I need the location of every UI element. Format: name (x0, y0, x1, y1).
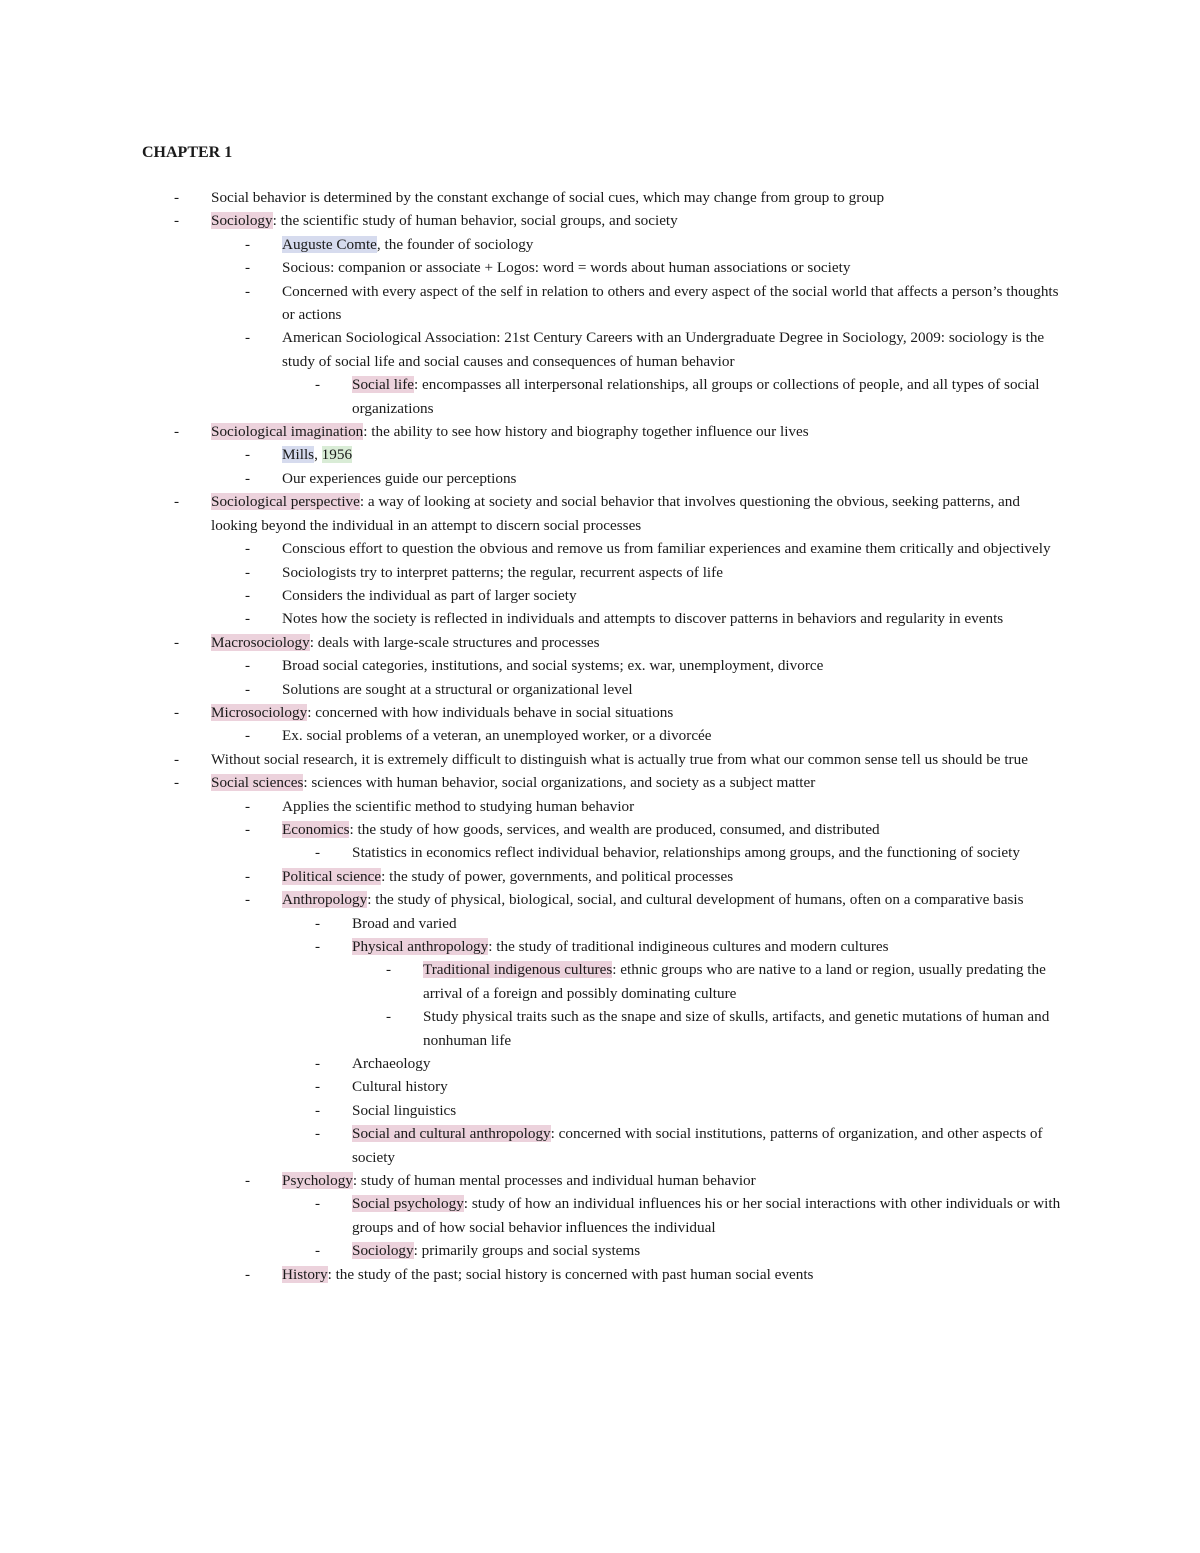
bullet-dash: - (174, 423, 180, 441)
text-segment: , the founder of sociology (376, 235, 534, 253)
list-item (0, 490, 1200, 537)
text-segment: : study of how an individual influences his or her social interactions with other individuals or with groups and of how social behavior influences the individual (352, 1195, 1061, 1236)
list-item (0, 233, 1200, 256)
bullet-dash: - (245, 259, 251, 277)
list-item-text (211, 631, 1061, 654)
list-item (0, 958, 1200, 1005)
text-segment: : the study of power, governments, and political processes (381, 867, 734, 885)
bullet-dash: - (315, 938, 321, 955)
bullet-dash: - (174, 703, 180, 721)
bullet-dash: - (245, 540, 251, 558)
bullet-dash: - (245, 1172, 251, 1190)
list-item (0, 607, 1200, 630)
text-segment: , (314, 446, 322, 464)
bullet-dash: - (245, 235, 251, 253)
text-segment: Notes how the society is reflected in individuals and attempts to discover patterns in behaviors and regularity in events (282, 610, 1004, 628)
list-item-text (282, 678, 1062, 701)
text-segment: Socious: companion or associate + Logos: word = words about human associations or society (282, 259, 851, 277)
bullet-dash: - (174, 774, 180, 792)
list-item (0, 701, 1200, 724)
list-item-text (352, 1239, 1062, 1262)
list-item (0, 748, 1200, 771)
highlighted-term: History (282, 1265, 328, 1283)
bullet-dash: - (245, 610, 251, 628)
list-item-text (282, 561, 1062, 584)
list-item-text (282, 865, 1062, 888)
text-segment: Social behavior is determined by the constant exchange of social cues, which may change from group to group (211, 189, 885, 206)
list-item-text (352, 1075, 1062, 1098)
highlighted-term: Anthropology (282, 891, 368, 909)
highlighted-term: Social sciences (211, 774, 304, 792)
bullet-dash: - (315, 1055, 321, 1073)
text-segment: : the study of physical, biological, social, and cultural development of humans, often on a comparative basis (367, 891, 1024, 909)
list-item-text (282, 537, 1062, 560)
bullet-dash: - (315, 1101, 321, 1119)
highlighted-term: Sociological imagination (211, 423, 364, 441)
highlighted-term: Mills (282, 446, 315, 464)
bullet-dash: - (245, 329, 251, 347)
text-segment: : ethnic groups who are native to a land or region, usually predating the arrival of a foreign and possibly dominating culture (423, 961, 1046, 1002)
list-item-text (282, 443, 1062, 466)
text-segment: Broad and varied (352, 914, 457, 932)
list-item-text (282, 1263, 1062, 1286)
list-item (0, 1169, 1200, 1192)
text-segment: Study physical traits such as the snape and size of skulls, artifacts, and genetic mutations of human and nonhuman life (423, 1008, 1050, 1049)
text-segment: Social linguistics (352, 1101, 457, 1119)
list-item-text (352, 1052, 1062, 1075)
bullet-dash: - (245, 1265, 251, 1283)
highlighted-term: Traditional indigenous cultures (423, 961, 613, 979)
bullet-dash: - (315, 376, 321, 394)
list-item-text (352, 841, 1062, 864)
text-segment: Concerned with every aspect of the self in relation to others and every aspect of the social world that affects a person’s thoughts or actions (282, 282, 1059, 324)
list-item-text (282, 888, 1062, 911)
list-item-text (423, 958, 1063, 1005)
text-segment: Statistics in economics reflect individual behavior, relationships among groups, and the functioning of society (352, 844, 1020, 862)
text-segment: Applies the scientific method to studying human behavior (282, 797, 635, 815)
list-item (0, 631, 1200, 654)
list-item-text (282, 818, 1062, 841)
text-segment: : the study of the past; social history is concerned with past human social events (327, 1265, 814, 1283)
text-segment: Ex. social problems of a veteran, an unemployed worker, or a divorcée (282, 727, 712, 745)
list-item-text (211, 748, 1061, 771)
text-segment: : the scientific study of human behavior, social groups, and society (272, 212, 678, 230)
list-item (0, 654, 1200, 677)
list-item (0, 420, 1200, 443)
list-item (0, 678, 1200, 701)
list-item (0, 888, 1200, 911)
highlighted-term: Social and cultural anthropology (352, 1125, 551, 1143)
list-item-text (282, 467, 1062, 490)
list-item-text (282, 795, 1062, 818)
text-segment: American Sociological Association: 21st Century Careers with an Undergraduate Degree in Sociology, 2009: sociology is the study of social life and social causes and consequences of human behavior (282, 329, 1045, 370)
bullet-dash: - (174, 189, 180, 206)
text-segment: Solutions are sought at a structural or organizational level (282, 680, 633, 698)
text-segment: : concerned with how individuals behave in social situations (307, 703, 674, 721)
list-item (0, 467, 1200, 490)
text-segment: : concerned with social institutions, patterns of organization, and other aspects of society (352, 1125, 1043, 1166)
list-item-text (282, 654, 1062, 677)
highlighted-term: Sociological perspective (211, 493, 360, 511)
list-item-text (282, 280, 1062, 327)
list-item-text (211, 701, 1061, 724)
text-segment: Considers the individual as part of larger society (282, 586, 577, 604)
list-item-text (282, 724, 1062, 747)
list-item (0, 209, 1200, 232)
list-item (0, 771, 1200, 794)
list-item-text (211, 490, 1061, 537)
highlighted-term: Economics (282, 820, 350, 838)
list-item (0, 280, 1200, 327)
bullet-dash: - (174, 633, 180, 651)
list-item (0, 912, 1200, 935)
list-item (0, 724, 1200, 747)
highlighted-term: Social life (352, 376, 414, 394)
list-item (0, 1005, 1200, 1052)
bullet-dash: - (386, 1008, 392, 1026)
list-item-text (211, 186, 1061, 209)
list-item-text (352, 373, 1062, 420)
list-item (0, 1122, 1200, 1169)
list-item-text (282, 326, 1062, 373)
text-segment: : deals with large-scale structures and processes (309, 633, 600, 651)
list-item-text (352, 1192, 1062, 1239)
bullet-dash: - (245, 727, 251, 745)
notes-list (0, 186, 1200, 1286)
text-segment: : the ability to see how history and biography together influence our lives (363, 423, 809, 441)
text-segment: Conscious effort to question the obvious and remove us from familiar experiences and examine them critically and objectively (282, 540, 1051, 558)
bullet-dash: - (315, 1125, 321, 1143)
bullet-dash: - (315, 1078, 321, 1096)
highlighted-term: Macrosociology (211, 633, 310, 651)
list-item (0, 865, 1200, 888)
bullet-dash: - (245, 797, 251, 815)
bullet-dash: - (245, 657, 251, 675)
highlighted-term: Sociology (352, 1242, 414, 1260)
chapter-title: CHAPTER 1 (142, 144, 233, 161)
list-item-text (352, 935, 1062, 958)
text-segment: : encompasses all interpersonal relationships, all groups or collections of people, and all types of social organizations (352, 376, 1040, 417)
list-item (0, 1075, 1200, 1098)
text-segment: : a way of looking at society and social behavior that involves questioning the obvious, seeking patterns, and looking beyond the individual in an attempt to discern social processes (211, 493, 1020, 534)
bullet-dash: - (245, 820, 251, 838)
highlighted-term: Auguste Comte (282, 235, 377, 253)
bullet-dash: - (245, 446, 251, 464)
list-item (0, 373, 1200, 420)
list-item-text (211, 209, 1061, 232)
highlighted-term: Political science (282, 867, 382, 885)
list-item-text (423, 1005, 1063, 1052)
highlighted-term: Microsociology (211, 703, 308, 721)
bullet-dash: - (245, 867, 251, 885)
list-item-text (282, 607, 1062, 630)
text-segment: : sciences with human behavior, social organizations, and society as a subject matter (303, 774, 816, 792)
bullet-dash: - (315, 844, 321, 862)
text-segment: Archaeology (352, 1055, 431, 1073)
list-item (0, 818, 1200, 841)
text-segment: Our experiences guide our perceptions (282, 469, 517, 487)
text-segment: : primarily groups and social systems (413, 1242, 641, 1260)
bullet-dash: - (245, 891, 251, 909)
list-item-text (352, 1099, 1062, 1122)
list-item (0, 1052, 1200, 1075)
text-segment: Sociologists try to interpret patterns; the regular, recurrent aspects of life (282, 563, 723, 581)
list-item (0, 1192, 1200, 1239)
list-item (0, 795, 1200, 818)
list-item (0, 561, 1200, 584)
list-item (0, 443, 1200, 466)
list-item-text (282, 233, 1062, 256)
list-item (0, 326, 1200, 373)
list-item (0, 935, 1200, 958)
bullet-dash: - (315, 1195, 321, 1213)
bullet-dash: - (174, 493, 180, 511)
bullet-dash: - (386, 961, 392, 979)
list-item (0, 1099, 1200, 1122)
highlighted-term: Physical anthropology (352, 938, 489, 955)
bullet-dash: - (245, 469, 251, 487)
bullet-dash: - (315, 914, 321, 932)
highlighted-term: Social psychology (352, 1195, 464, 1213)
bullet-dash: - (174, 212, 180, 230)
text-segment: Cultural history (352, 1078, 448, 1096)
bullet-dash: - (174, 750, 180, 768)
list-item-text (211, 771, 1061, 794)
list-item-text (211, 420, 1061, 443)
bullet-dash: - (245, 586, 251, 604)
list-item (0, 537, 1200, 560)
list-item-text (282, 1169, 1062, 1192)
bullet-dash: - (245, 282, 251, 300)
list-item (0, 256, 1200, 279)
text-segment: Broad social categories, institutions, and social systems; ex. war, unemployment, divorce (282, 657, 824, 675)
highlighted-term: Sociology (211, 212, 273, 230)
list-item-text (352, 1122, 1062, 1169)
bullet-dash: - (245, 563, 251, 581)
list-item-text (282, 584, 1062, 607)
list-item-text (282, 256, 1062, 279)
list-item (0, 1263, 1200, 1286)
list-item (0, 1239, 1200, 1262)
text-segment: : the study of traditional indigineous cultures and modern cultures (488, 938, 889, 955)
list-item (0, 841, 1200, 864)
highlighted-term: 1956 (321, 446, 353, 464)
text-segment: : the study of how goods, services, and wealth are produced, consumed, and distributed (349, 820, 880, 838)
text-segment: Without social research, it is extremely difficult to distinguish what is actually true from what our common sense tell us should be true (211, 750, 1028, 768)
list-item (0, 186, 1200, 209)
list-item (0, 584, 1200, 607)
bullet-dash: - (315, 1242, 321, 1260)
list-item-text (352, 912, 1062, 935)
bullet-dash: - (245, 680, 251, 698)
text-segment: : study of human mental processes and individual human behavior (352, 1172, 756, 1190)
highlighted-term: Psychology (282, 1172, 353, 1190)
